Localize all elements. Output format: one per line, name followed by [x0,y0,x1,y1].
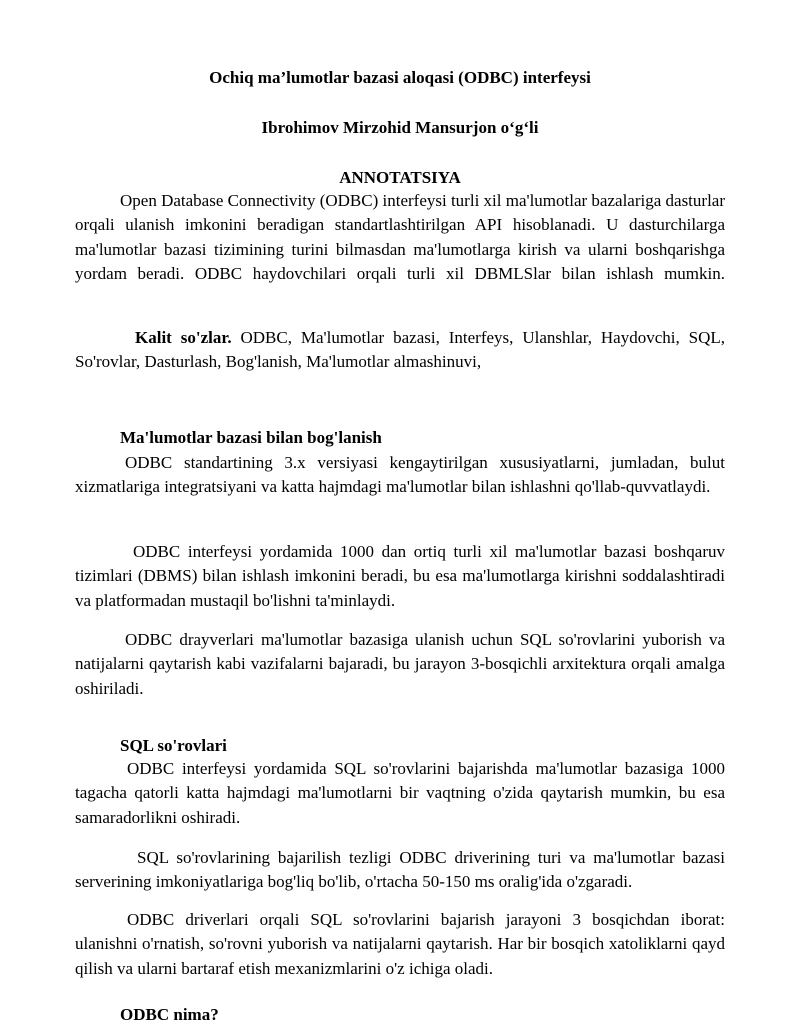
section-paragraph: ODBC interfeysi yordamida 1000 dan ortiq turli xil ma'lumotlar bazasi boshqaruv tizimlari (DBMS) bilan ishlash imkonini beradi, bu esa ma'lumotlarga kirishni soddalashtiradi va platformadan mustaqil bo'lishni ta'minlaydi. [75,542,725,610]
section-heading: SQL so'rovlari [120,736,227,755]
section-paragraph: ODBC driverlari orqali SQL so'rovlarini bajarish jarayoni 3 bosqichdan iborat: ulanishni o'rnatish, so'rovni yuborish va natijalarni qaytarish. Har bir bosqich xatoliklarni qayd qilish va ularni bartaraf etish mexanizmlarini o'z ichiga oladi. [75,910,725,978]
section-heading: ODBC nima? [120,1005,219,1024]
section-paragraph: ODBC drayverlari ma'lumotlar bazasiga ulanish uchun SQL so'rovlarini yuborish va natijalarni qaytarish kabi vazifalarni bajaradi, bu jarayon 3-bosqichli arxitektura orqali amalga oshiriladi. [75,630,725,698]
section-paragraph: ODBC interfeysi yordamida SQL so'rovlarini bajarishda ma'lumotlar bazasiga 1000 tagacha qatorli katta hajmdagi ma'lumotlarni bir vaqtning o'zida qaytarish mumkin, bu esa samaradorlikni oshiradi. [75,759,725,827]
annotation-paragraph: Open Database Connectivity (ODBC) interfeysi turli xil ma'lumotlar bazalariga dasturlar orqali ulanish imkonini beradigan standartlashtirilgan API hisoblanadi. U dasturchilarga ma'lumotlar bazasi tizimining turini bilmasdan ma'lumotlarga kirish va ularni boshqarishga yordam beradi. ODBC haydovchilari orqali turli xil DBMLSlar bilan ishlash mumkin. [75,191,725,283]
author-name: Ibrohimov Mirzohid Mansurjon o‘g‘li [261,118,539,137]
annotation-heading: ANNOTATSIYA [339,168,461,187]
keywords-list: ODBC, Ma'lumotlar bazasi, Interfeys, Ulanshlar, Haydovchi, SQL, So'rovlar, Dasturlash, Bog'lanish, Ma'lumotlar almashinuvi, [75,328,725,372]
keywords-label: Kalit so'zlar. [135,328,232,347]
section-heading: Ma'lumotlar bazasi bilan bog'lanish [120,428,382,447]
document-title: Ochiq ma’lumotlar bazasi aloqasi (ODBC) interfeysi [209,68,591,87]
keywords-paragraph [75,326,725,375]
section-paragraph: ODBC standartining 3.x versiyasi kengaytirilgan xususiyatlarni, jumladan, bulut xizmatlariga integratsiyani va katta hajmdagi ma'lumotlar bilan ishlashni qo'llab-quvvatlaydi. [75,453,725,497]
section-paragraph: SQL so'rovlarining bajarilish tezligi ODBC driverining turi va ma'lumotlar bazasi serverining imkoniyatlariga bog'liq bo'lib, o'rtacha 50-150 ms oralig'ida o'zgaradi. [75,848,725,892]
